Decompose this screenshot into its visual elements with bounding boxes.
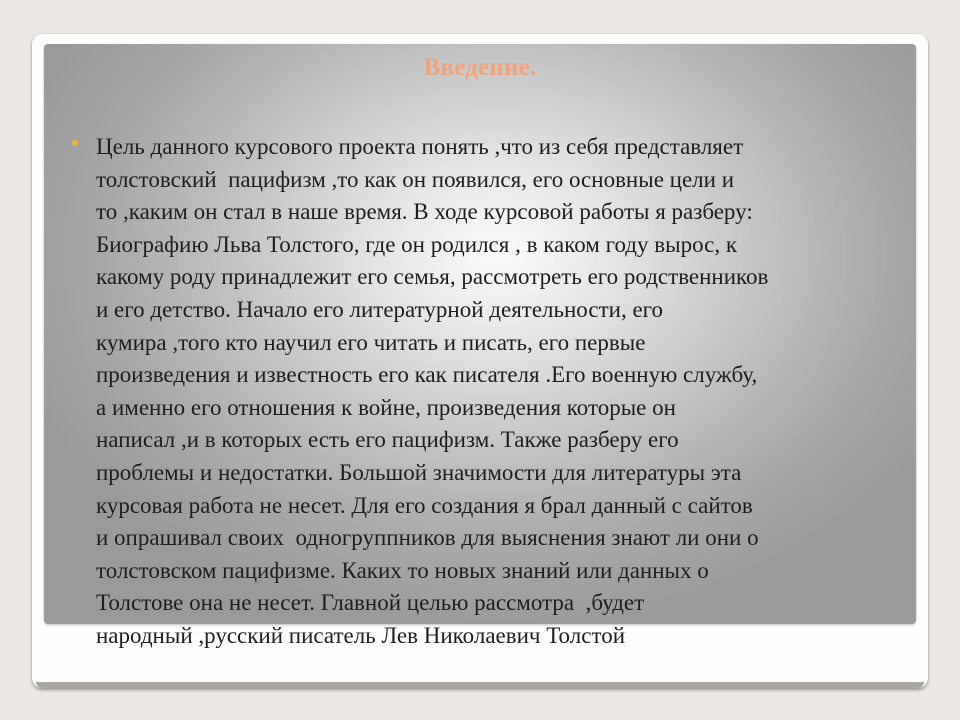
text-line: народный ,русский писатель Лев Николаевич Толстой: [96, 622, 625, 648]
text-line: Цель данного курсового проекта понять ,что из себя представляет: [96, 134, 744, 159]
text-line: и опрашивал своих одногруппников для выяснения знают ли они о: [96, 525, 759, 551]
text-line: толстовском пацифизме. Каких то новых знаний или данных о: [96, 557, 709, 583]
text-line: то ,каким он стал в наше время. В ходе курсовой работы я разберу:: [96, 199, 753, 225]
slide-body-paragraph: [96, 131, 926, 653]
slide-frame-shadow: [36, 682, 924, 688]
text-line: Толстове она не несет. Главной целью рассмотра ,будет: [96, 590, 645, 616]
text-line: написал ,и в которых есть его пацифизм. Также разберу его: [96, 427, 679, 453]
text-line: и его детство. Начало его литературной деятельности, его: [96, 296, 664, 322]
dot-bullet-icon: [72, 140, 78, 146]
slide-title: Введение.: [423, 54, 537, 81]
text-line: кумира ,того кто научил его читать и писать, его первые: [96, 329, 646, 355]
text-line: проблемы и недостатки. Большой значимости для литературы эта: [96, 459, 742, 485]
text-line: а именно его отношения к войне, произведения которые он: [96, 394, 676, 420]
text-line: толстовский пацифизм ,то как он появился, его основные цели и: [96, 166, 735, 192]
text-line: Биографию Льва Толстого, где он родился , в каком году вырос, к: [96, 231, 738, 257]
text-line: курсовая работа не несет. Для его создания я брал данный с сайтов: [96, 492, 753, 518]
text-line: произведения и известность его как писателя .Его военную службу,: [96, 362, 758, 388]
text-line: какому роду принадлежит его семья, рассмотреть его родственников: [96, 264, 769, 290]
